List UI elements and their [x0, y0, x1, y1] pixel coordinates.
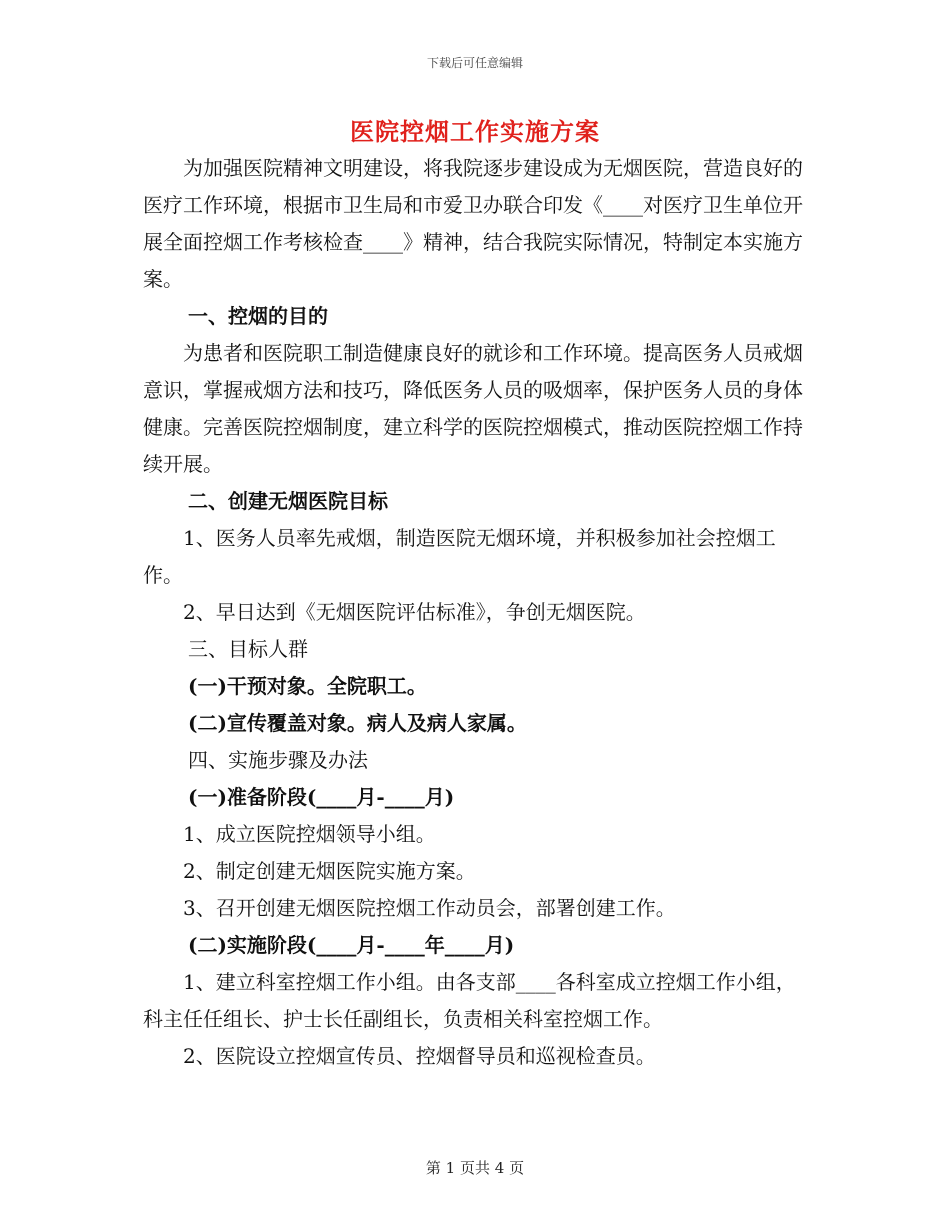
sub-heading: (一)干预对象。全院职工。 — [188, 674, 427, 698]
section-heading: 一、控烟的目的 — [188, 304, 328, 328]
document-title: 医院控烟工作实施方案 — [350, 117, 600, 146]
body-paragraph: 为患者和医院职工制造健康良好的就诊和工作环境。提高医务人员戒烟意识，掌握戒烟方法和技巧，降低医务人员的吸烟率，保护医务人员的身体健康。完善医院控烟制度，建立科学的医院控烟模式，推动医院控烟工作持续开展。 — [143, 341, 803, 476]
sub-heading: (一)准备阶段(____月-____月) — [188, 785, 455, 809]
sub-heading: (二)实施阶段(____月-____年____月) — [188, 933, 515, 957]
body-paragraph: 1、成立医院控烟领导小组。 — [183, 822, 436, 846]
section-heading: 四、实施步骤及办法 — [188, 748, 368, 772]
body-paragraph: 1、建立科室控烟工作小组。由各支部____各科室成立控烟工作小组，科主任任组长、护士长任副组长，负责相关科室控烟工作。 — [143, 970, 796, 1031]
body-paragraph: 1、医务人员率先戒烟，制造医院无烟环境，并积极参加社会控烟工作。 — [143, 526, 776, 587]
document-body — [143, 150, 809, 1075]
section-heading: 三、目标人群 — [188, 637, 308, 661]
body-paragraph: 3、召开创建无烟医院控烟工作动员会，部署创建工作。 — [183, 896, 676, 920]
section-heading: 二、创建无烟医院目标 — [188, 489, 388, 513]
intro-paragraph: 为加强医院精神文明建设，将我院逐步建设成为无烟医院，营造良好的医疗工作环境，根据市卫生局和市爱卫办联合印发《____对医疗卫生单位开展全面控烟工作考核检查____》精神，结合我院实际情况，特制定本实施方案。 — [143, 156, 803, 291]
body-paragraph: 2、医院设立控烟宣传员、控烟督导员和巡视检查员。 — [183, 1044, 656, 1068]
body-paragraph: 2、早日达到《无烟医院评估标准》，争创无烟医院。 — [183, 600, 646, 624]
page-footer: 第 1 页共 4 页 — [425, 1159, 525, 1177]
page-header-note: 下载后可任意编辑 — [426, 56, 523, 70]
sub-heading: (二)宣传覆盖对象。病人及病人家属。 — [188, 711, 527, 735]
body-paragraph: 2、制定创建无烟医院实施方案。 — [183, 859, 476, 883]
